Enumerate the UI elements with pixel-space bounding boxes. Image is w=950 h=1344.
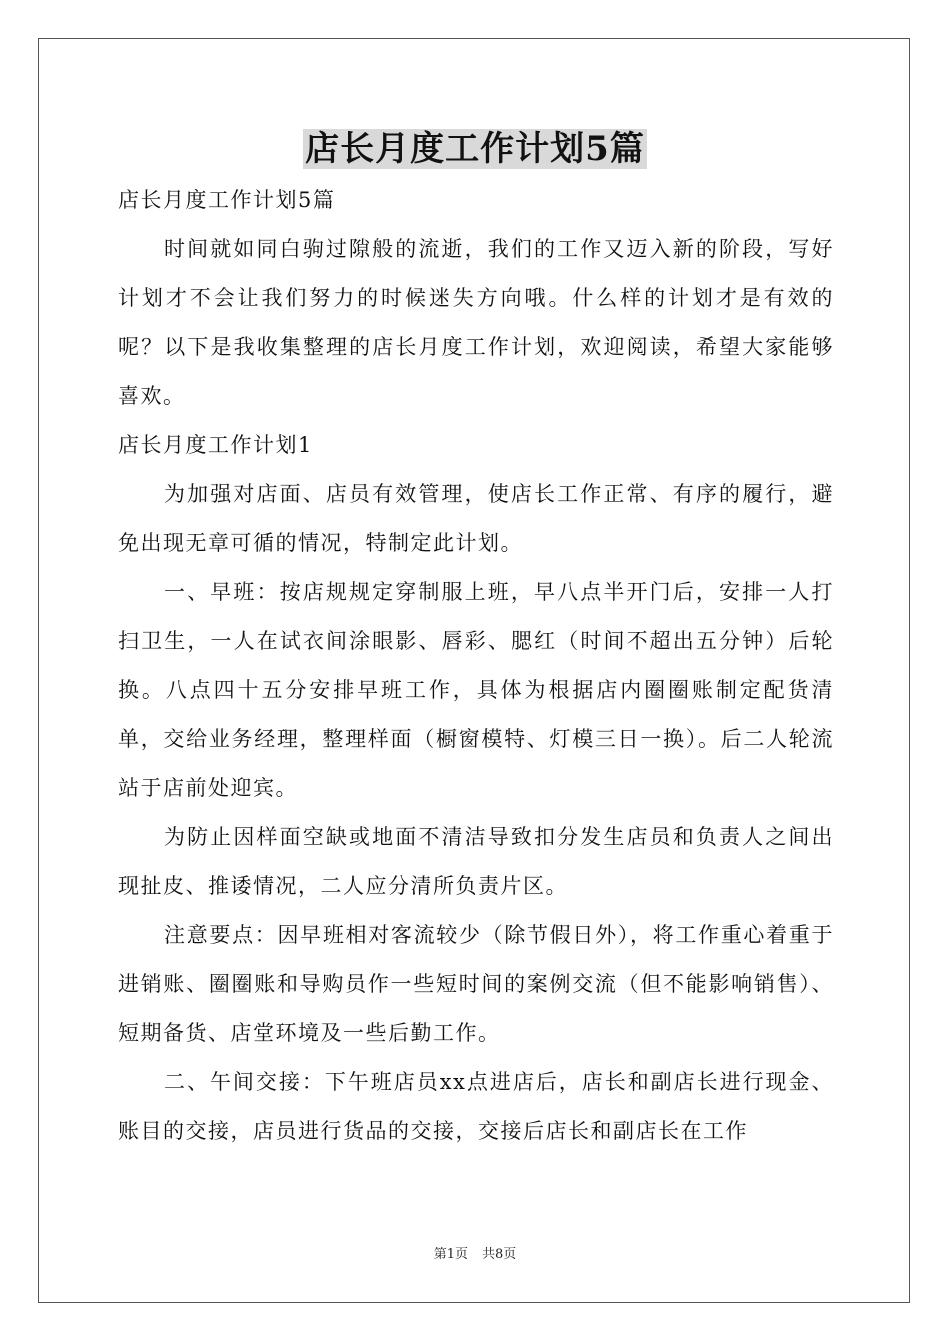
document-title (0, 126, 950, 172)
paragraph-noon-handover: 二、午间交接：下午班店员xx点进店后，店长和副店长进行现金、账目的交接，店员进行货品的交接，交接后店长和副店长在工作 (118, 1070, 834, 1143)
document-title-text: 店长月度工作计划5篇 (305, 129, 645, 169)
paragraph-subtitle: 店长月度工作计划5篇 (118, 188, 336, 212)
paragraph-intro: 时间就如同白驹过隙般的流逝，我们的工作又迈入新的阶段，写好计划才不会让我们努力的时候迷失方向哦。什么样的计划才是有效的呢？以下是我收集整理的店长月度工作计划，欢迎阅读，希望大家能够喜欢。 (118, 237, 834, 408)
page-footer (0, 1246, 950, 1264)
paragraph-key-points: 注意要点：因早班相对客流较少（除节假日外），将工作重心着重于进销账、圈圈账和导购员作一些短时间的案例交流（但不能影响销售）、短期备货、店堂环境及一些后勤工作。 (118, 923, 834, 1045)
paragraph-area-division: 为防止因样面空缺或地面不清洁导致扣分发生店员和负责人之间出现扯皮、推诿情况，二人应分清所负责片区。 (118, 825, 834, 898)
section-heading-plan-1: 店长月度工作计划1 (118, 433, 313, 457)
paragraph-purpose: 为加强对店面、店员有效管理，使店长工作正常、有序的履行，避免出现无章可循的情况，特制定此计划。 (118, 482, 834, 555)
document-body (118, 176, 834, 1156)
page-number: 第1页 (433, 1247, 468, 1262)
paragraph-morning-shift: 一、早班：按店规规定穿制服上班，早八点半开门后，安排一人打扫卫生，一人在试衣间涂眼影、唇彩、腮红（时间不超出五分钟）后轮换。八点四十五分安排早班工作，具体为根据店内圈圈账制定配货清单，交给业务经理，整理样面（橱窗模特、灯模三日一换）。后二人轮流站于店前处迎宾。 (118, 580, 834, 800)
page-total: 共8页 (482, 1247, 517, 1262)
